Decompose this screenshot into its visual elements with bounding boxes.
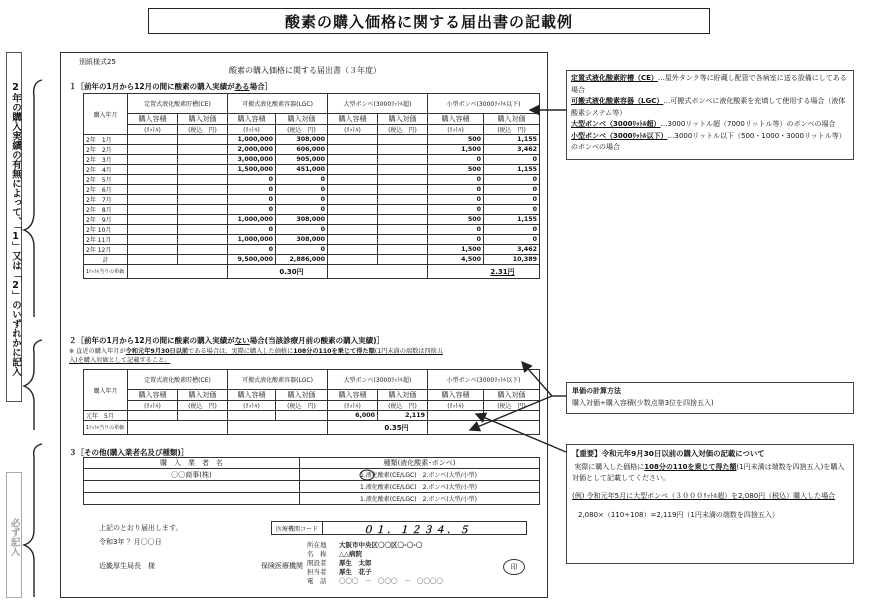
addressee: 近畿厚生局長 様 xyxy=(99,562,155,570)
section1-title: １［前年の1月から12月の間に酸素の購入実績がある場合］ xyxy=(69,82,273,91)
vendor-type-head: 種類(液化酸素･ボンベ) xyxy=(300,458,540,469)
lgc-price: 451,000 xyxy=(276,165,328,175)
small-volume: 0 xyxy=(428,185,484,195)
sec2-row-label: 元年 5月 xyxy=(84,411,128,421)
lgc-volume: 0 xyxy=(228,205,276,215)
lgc-price: 0 xyxy=(276,225,328,235)
small-price: 1,155 xyxy=(484,215,540,225)
col-ce: 定置式液化酸素貯槽(CE) xyxy=(128,370,228,390)
lgc-price: 308,000 xyxy=(276,235,328,245)
small-price: 0 xyxy=(484,185,540,195)
h-price: 購入対価 xyxy=(178,114,228,125)
h-vol: 購入容積 xyxy=(428,114,484,125)
row-label: 2年 1月 xyxy=(84,135,128,145)
h-unit: (ﾘｯﾄﾙ) xyxy=(128,125,178,135)
info-value: 〇〇〇 － 〇〇〇 － 〇〇〇〇 xyxy=(339,577,443,585)
form-title: 酸素の購入価格に関する届出書（３年度） xyxy=(229,66,381,75)
info-label: 担当者 xyxy=(307,568,327,576)
col-period: 購入年月 xyxy=(84,370,128,411)
vendor-name-head: 購 入 業 者 名 xyxy=(84,458,300,469)
small-price: 0 xyxy=(484,175,540,185)
vendor-name: 〇〇商事(株) xyxy=(84,469,300,481)
small-volume: 0 xyxy=(428,175,484,185)
col-period: 購入年月 xyxy=(84,94,128,135)
vendor-type: 1.液化酸素(CE/LGC) 2.ボンベ(大型/小型) xyxy=(300,481,540,493)
h-vol: 購入容積 xyxy=(228,114,276,125)
info-value: 大阪市中央区〇〇区〇-〇-〇 xyxy=(339,541,423,549)
row-label: 2年 3月 xyxy=(84,155,128,165)
ann-type-desc: …3000リットル超（7000リットル等）のボンベの場合 xyxy=(660,120,836,128)
lgc-price: 0 xyxy=(276,195,328,205)
h-unit: (税込 円) xyxy=(178,125,228,135)
example-text: (例) 令和元年5月に大型ボンベ（３０００ﾘｯﾄﾙ超）を2,080円（税込）購入した場合 xyxy=(572,491,836,500)
lgc-volume: 0 xyxy=(228,225,276,235)
vendor-type: 1.液化酸素(CE/LGC) 2.ボンベ(大型/小型) xyxy=(300,493,540,505)
ann-type-ce: 定置式液化酸素貯槽（CE） xyxy=(571,74,658,82)
lgc-price: 0 xyxy=(276,205,328,215)
seal-stamp: 印 xyxy=(503,559,525,575)
ann-type-large: 大型ボンベ（3000ﾘｯﾄﾙ超） xyxy=(571,120,661,128)
important-title: 【重要】令和元年9月30日以前の購入対価の記載について xyxy=(572,449,765,458)
lgc-volume: 0 xyxy=(228,185,276,195)
section3-title: ３［その他(購入業者名及び種類)］ xyxy=(69,448,189,457)
col-small: 小型ボンベ(3000ﾘｯﾄﾙ以下) xyxy=(428,370,540,390)
row-label: 2年 7月 xyxy=(84,195,128,205)
small-volume: 0 xyxy=(428,235,484,245)
small-volume: 500 xyxy=(428,135,484,145)
small-volume: 0 xyxy=(428,225,484,235)
sec2-unit-label: 1ﾘｯﾄﾙ当りの単価 xyxy=(84,421,128,435)
lgc-volume: 1,000,000 xyxy=(228,235,276,245)
h-unit: (税込 円) xyxy=(276,401,328,411)
small-volume: 0 xyxy=(428,205,484,215)
lgc-price: 905,000 xyxy=(276,155,328,165)
small-volume: 1,500 xyxy=(428,145,484,155)
lgc-price: 606,000 xyxy=(276,145,328,155)
h-price: 購入対価 xyxy=(484,114,540,125)
small-price: 1,155 xyxy=(484,135,540,145)
info-label: 電 話 xyxy=(307,577,327,585)
small-price: 0 xyxy=(484,235,540,245)
section2-title: ２［前年の1月から12月の間に酸素の購入実績がない場合(当該診療月前の酸素の購入実績)］ xyxy=(69,336,385,345)
lgc-price: 308,000 xyxy=(276,135,328,145)
small-price: 0 xyxy=(484,225,540,235)
code-value: ０１．１２３４．５ xyxy=(363,524,472,536)
important-text: 実際に購入した価格に xyxy=(574,462,645,471)
unit-label: 1ﾘｯﾄﾙ当りの単価 xyxy=(84,265,128,279)
h-unit: (ﾘｯﾄﾙ) xyxy=(228,401,276,411)
lgc-volume: 0 xyxy=(228,175,276,185)
h-unit: (税込 円) xyxy=(178,401,228,411)
small-price: 1,155 xyxy=(484,165,540,175)
arrow-calc-1 xyxy=(522,362,552,396)
row-label: 2年 2月 xyxy=(84,145,128,155)
total-lgc-volume: 9,500,000 xyxy=(228,255,276,265)
row-label: 2年 6月 xyxy=(84,185,128,195)
h-unit: (税込 円) xyxy=(484,125,540,135)
sec2-unit-large: 0.35円 xyxy=(328,421,428,435)
col-small: 小型ボンベ(3000ﾘｯﾄﾙ以下) xyxy=(428,94,540,114)
info-label: 所在地 xyxy=(307,541,327,549)
lgc-volume: 0 xyxy=(228,195,276,205)
lgc-price: 308,000 xyxy=(276,215,328,225)
lgc-volume: 3,000,000 xyxy=(228,155,276,165)
total-label: 計 xyxy=(84,255,128,265)
calc-method-title: 単価の計算方法 xyxy=(572,387,621,395)
row-label: 2年 8月 xyxy=(84,205,128,215)
example-calc: 2,080×（110÷108）=2,119円（1円未満の端数を四捨五入） xyxy=(578,511,779,519)
small-price: 0 xyxy=(484,205,540,215)
h-price: 購入対価 xyxy=(276,390,328,401)
info-value: △△病院 xyxy=(339,550,362,558)
h-unit: (ﾘｯﾄﾙ) xyxy=(128,401,178,411)
section2-note: ※ 直近の購入年月が令和元年9月30日以前である場合は、実際に購入した価格に108分の110を乗じて得た額(1円未満の端数は四捨五 入)を購入対価として記載すること。 xyxy=(69,348,444,364)
h-unit: (ﾘｯﾄﾙ) xyxy=(328,401,378,411)
sec2-large-price: 2,119 xyxy=(378,411,428,421)
side-label-required: 必ず記入 xyxy=(6,472,22,598)
h-unit: (税込 円) xyxy=(378,125,428,135)
lgc-price: 0 xyxy=(276,185,328,195)
code-label: 医療機関コード xyxy=(272,522,323,534)
row-label: 2年 5月 xyxy=(84,175,128,185)
ann-type-desc: …可搬式ボンベに液化酸素を充填して使用する場合（液体酸素システム等） xyxy=(571,97,846,117)
h-vol: 購入容積 xyxy=(428,390,484,401)
small-price: 0 xyxy=(484,195,540,205)
h-price: 購入対価 xyxy=(378,390,428,401)
h-price: 購入対価 xyxy=(484,390,540,401)
h-vol: 購入容積 xyxy=(328,390,378,401)
small-volume: 1,500 xyxy=(428,245,484,255)
h-unit: (税込 円) xyxy=(484,401,540,411)
ann-type-desc: …3000リットル以下（500・1000・3000リットル等）のボンベの場合 xyxy=(571,131,846,151)
lgc-volume: 2,000,000 xyxy=(228,145,276,155)
h-vol: 購入容積 xyxy=(128,390,178,401)
declaration: 上記のとおり届出します。 xyxy=(99,524,183,532)
lgc-volume: 1,000,000 xyxy=(228,215,276,225)
small-price: 0 xyxy=(484,155,540,165)
row-label: 2年 4月 xyxy=(84,165,128,175)
side-label-instruction: 2年の購入実績の有無によって、「1」又は「2」のいずれかに記入 xyxy=(6,52,22,402)
h-vol: 購入容積 xyxy=(228,390,276,401)
declare-date: 令和3年 ？月〇〇日 xyxy=(99,538,162,546)
small-volume: 0 xyxy=(428,195,484,205)
calc-method-body: 購入対価÷購入容積(少数点第3位を四捨五入) xyxy=(572,398,714,407)
lgc-volume: 1,500,000 xyxy=(228,165,276,175)
unit-small: 2.31円 xyxy=(428,265,540,279)
lgc-price: 0 xyxy=(276,175,328,185)
h-unit: (税込 円) xyxy=(276,125,328,135)
h-vol: 購入容積 xyxy=(328,114,378,125)
h-unit: (ﾘｯﾄﾙ) xyxy=(428,125,484,135)
small-price: 3,462 xyxy=(484,245,540,255)
h-unit: (税込 円) xyxy=(378,401,428,411)
ann-type-lgc: 可搬式液化酸素容器（LGC） xyxy=(571,97,664,105)
ann-type-small: 小型ボンベ（3000ﾘｯﾄﾙ以下） xyxy=(571,131,668,140)
total-lgc-price: 2,886,000 xyxy=(276,255,328,265)
col-large: 大型ボンベ(3000ﾘｯﾄﾙ超) xyxy=(328,370,428,390)
small-volume: 500 xyxy=(428,165,484,175)
h-price: 購入対価 xyxy=(276,114,328,125)
col-lgc: 可搬式液化酸素容器(LGC) xyxy=(228,370,328,390)
small-volume: 0 xyxy=(428,155,484,165)
org-label: 保険医療機関 xyxy=(261,562,303,570)
page-title: 酸素の購入価格に関する届出書の記載例 xyxy=(148,8,710,34)
col-lgc: 可搬式液化酸素容器(LGC) xyxy=(228,94,328,114)
info-value: 厚生 太郎 xyxy=(339,559,372,567)
important-emph: 108分の110を乗じて得た額 xyxy=(644,462,737,471)
info-label: 開設者 xyxy=(307,559,327,567)
info-label: 名 称 xyxy=(307,550,327,558)
lgc-price: 0 xyxy=(276,245,328,255)
lgc-volume: 1,000,000 xyxy=(228,135,276,145)
small-price: 3,462 xyxy=(484,145,540,155)
lgc-volume: 0 xyxy=(228,245,276,255)
col-ce: 定置式液化酸素貯槽(CE) xyxy=(128,94,228,114)
h-unit: (ﾘｯﾄﾙ) xyxy=(428,401,484,411)
h-unit: (ﾘｯﾄﾙ) xyxy=(228,125,276,135)
form-id: 別紙様式25 xyxy=(79,58,116,66)
h-price: 購入対価 xyxy=(378,114,428,125)
unit-lgc: 0.30円 xyxy=(228,265,328,279)
important-text: (1円未満は端数を四捨五入)を購入対価として記載してください。 xyxy=(572,462,845,482)
small-volume: 500 xyxy=(428,215,484,225)
h-price: 購入対価 xyxy=(178,390,228,401)
arrow-important xyxy=(476,414,566,452)
total-small-volume: 4,500 xyxy=(428,255,484,265)
row-label: 2年 9月 xyxy=(84,215,128,225)
total-small-price: 10,389 xyxy=(484,255,540,265)
ann-type-desc: …屋外タンク等に貯蔵し配管で各病室に送る設備にしてある場合 xyxy=(571,74,847,94)
arrow-calc-2 xyxy=(470,396,552,430)
info-value: 厚生 花子 xyxy=(339,568,372,576)
col-large: 大型ボンベ(3000ﾘｯﾄﾙ超) xyxy=(328,94,428,114)
row-label: 2年 12月 xyxy=(84,245,128,255)
row-label: 2年 10月 xyxy=(84,225,128,235)
sec2-large-volume: 6,000 xyxy=(328,411,378,421)
vendor-type: 1.液化酸素(CE/LGC) 2.ボンベ(大型/小型) xyxy=(300,469,540,481)
row-label: 2年 11月 xyxy=(84,235,128,245)
h-unit: (ﾘｯﾄﾙ) xyxy=(328,125,378,135)
h-vol: 購入容積 xyxy=(128,114,178,125)
